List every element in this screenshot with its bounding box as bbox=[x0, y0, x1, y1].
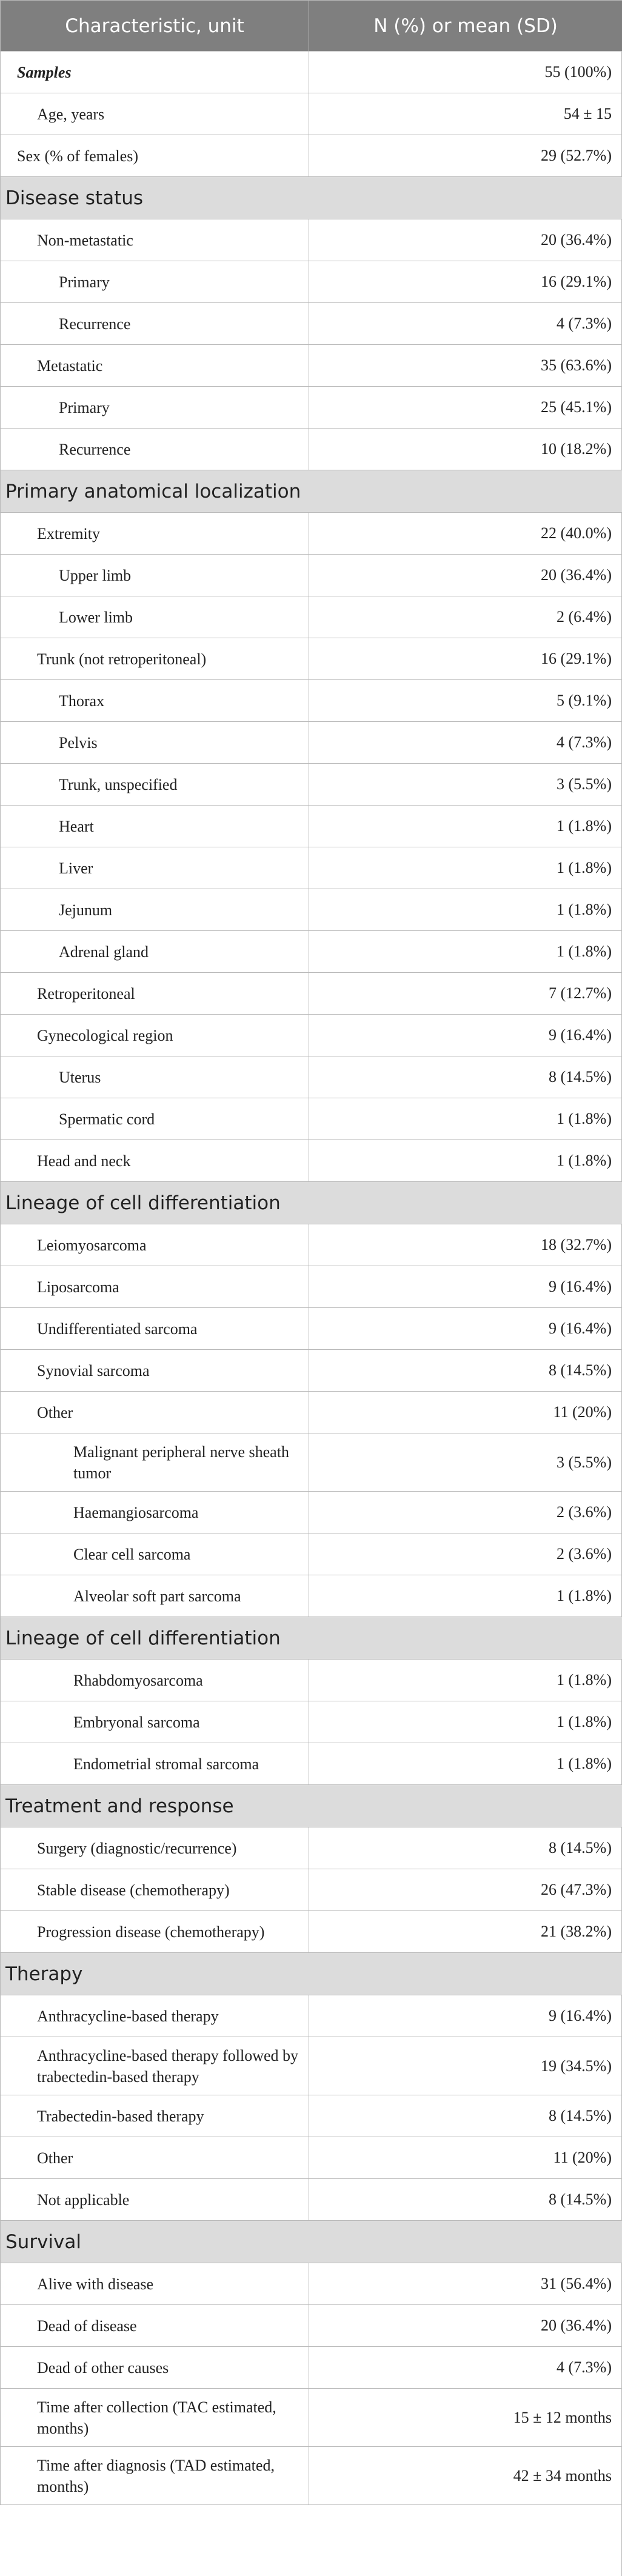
row-label-text: Primary bbox=[59, 273, 110, 291]
table-row bbox=[1, 513, 622, 555]
row-value: 21 (38.2%) bbox=[309, 1911, 622, 1953]
row-label bbox=[1, 889, 309, 931]
table-row bbox=[1, 2305, 622, 2347]
row-label-text: Pelvis bbox=[59, 733, 98, 752]
row-label-text: Metastatic bbox=[37, 356, 103, 375]
row-value: 1 (1.8%) bbox=[309, 806, 622, 847]
row-label bbox=[1, 429, 309, 470]
row-label-text: Liver bbox=[59, 859, 93, 877]
table-row bbox=[1, 219, 622, 261]
section-header-row bbox=[1, 1182, 622, 1224]
column-header-characteristic: Characteristic, unit bbox=[1, 1, 309, 52]
table-row bbox=[1, 806, 622, 847]
row-value: 8 (14.5%) bbox=[309, 2095, 622, 2137]
section-header-row bbox=[1, 1953, 622, 1995]
row-value: 3 (5.5%) bbox=[309, 1433, 622, 1492]
row-value: 2 (3.6%) bbox=[309, 1492, 622, 1533]
row-label-text: Clear cell sarcoma bbox=[73, 1545, 191, 1563]
row-label bbox=[1, 2179, 309, 2221]
table-row bbox=[1, 2447, 622, 2505]
table-row bbox=[1, 1701, 622, 1743]
row-label bbox=[1, 1350, 309, 1392]
table-row bbox=[1, 764, 622, 806]
row-label bbox=[1, 52, 309, 93]
row-label-text: Not applicable bbox=[37, 2191, 130, 2209]
row-value: 42 ± 34 months bbox=[309, 2447, 622, 2505]
row-label bbox=[1, 2095, 309, 2137]
table-row bbox=[1, 555, 622, 596]
row-value: 1 (1.8%) bbox=[309, 1701, 622, 1743]
row-value: 55 (100%) bbox=[309, 52, 622, 93]
table-row bbox=[1, 680, 622, 722]
row-label bbox=[1, 2037, 309, 2095]
row-value: 2 (3.6%) bbox=[309, 1533, 622, 1575]
row-label-text: Malignant peripheral nerve sheath tumor bbox=[73, 1443, 289, 1482]
table-row bbox=[1, 1995, 622, 2037]
row-value: 1 (1.8%) bbox=[309, 1098, 622, 1140]
row-label bbox=[1, 303, 309, 345]
row-label bbox=[1, 973, 309, 1015]
row-label-text: Thorax bbox=[59, 692, 105, 710]
row-value: 9 (16.4%) bbox=[309, 1995, 622, 2037]
table-row bbox=[1, 261, 622, 303]
row-label-text: Trunk, unspecified bbox=[59, 775, 178, 793]
table-row bbox=[1, 2389, 622, 2447]
row-label bbox=[1, 1015, 309, 1056]
row-label bbox=[1, 2263, 309, 2305]
section-header-row bbox=[1, 1785, 622, 1827]
row-label bbox=[1, 1869, 309, 1911]
row-value: 22 (40.0%) bbox=[309, 513, 622, 555]
row-label bbox=[1, 931, 309, 973]
column-header-value: N (%) or mean (SD) bbox=[309, 1, 622, 52]
row-value: 8 (14.5%) bbox=[309, 1056, 622, 1098]
row-label-text: Synovial sarcoma bbox=[37, 1361, 150, 1380]
row-label-text: Head and neck bbox=[37, 1152, 131, 1170]
table-row bbox=[1, 1098, 622, 1140]
row-label bbox=[1, 2305, 309, 2347]
section-title: Disease status bbox=[1, 177, 622, 219]
row-label bbox=[1, 1056, 309, 1098]
row-label-text: Dead of other causes bbox=[37, 2358, 169, 2377]
section-title: Survival bbox=[1, 2221, 622, 2263]
table-row bbox=[1, 1533, 622, 1575]
row-value: 35 (63.6%) bbox=[309, 345, 622, 387]
row-label-text: Endometrial stromal sarcoma bbox=[73, 1755, 259, 1773]
row-value: 4 (7.3%) bbox=[309, 303, 622, 345]
section-title: Primary anatomical localization bbox=[1, 470, 622, 513]
row-value: 1 (1.8%) bbox=[309, 931, 622, 973]
row-value: 8 (14.5%) bbox=[309, 1827, 622, 1869]
row-label bbox=[1, 764, 309, 806]
row-label-text: Primary bbox=[59, 398, 110, 416]
row-value: 8 (14.5%) bbox=[309, 2179, 622, 2221]
table-row bbox=[1, 2347, 622, 2389]
row-label bbox=[1, 1098, 309, 1140]
row-label bbox=[1, 2137, 309, 2179]
table-row bbox=[1, 638, 622, 680]
row-label-text: Other bbox=[37, 1403, 73, 1421]
row-value: 1 (1.8%) bbox=[309, 1743, 622, 1785]
row-label bbox=[1, 2447, 309, 2505]
row-label-text: Retroperitoneal bbox=[37, 984, 135, 1003]
table-row bbox=[1, 2137, 622, 2179]
table-row bbox=[1, 1308, 622, 1350]
row-label bbox=[1, 1392, 309, 1433]
row-value: 20 (36.4%) bbox=[309, 2305, 622, 2347]
row-value: 8 (14.5%) bbox=[309, 1350, 622, 1392]
section-title: Treatment and response bbox=[1, 1785, 622, 1827]
table-row bbox=[1, 345, 622, 387]
table-row bbox=[1, 1015, 622, 1056]
row-label-text: Recurrence bbox=[59, 440, 131, 458]
row-label bbox=[1, 596, 309, 638]
row-label-text: Adrenal gland bbox=[59, 943, 149, 961]
row-value: 18 (32.7%) bbox=[309, 1224, 622, 1266]
row-label bbox=[1, 847, 309, 889]
table-row bbox=[1, 303, 622, 345]
table-row bbox=[1, 722, 622, 764]
row-label bbox=[1, 1911, 309, 1953]
row-label-text: Haemangiosarcoma bbox=[73, 1503, 199, 1521]
table-row bbox=[1, 1140, 622, 1182]
table-row bbox=[1, 2095, 622, 2137]
row-value: 1 (1.8%) bbox=[309, 889, 622, 931]
row-label bbox=[1, 680, 309, 722]
row-label bbox=[1, 1492, 309, 1533]
table-row bbox=[1, 1743, 622, 1785]
row-value: 19 (34.5%) bbox=[309, 2037, 622, 2095]
table-row bbox=[1, 2179, 622, 2221]
row-label-text: Anthracycline-based therapy bbox=[37, 2007, 219, 2025]
section-header-row bbox=[1, 2221, 622, 2263]
row-label bbox=[1, 1140, 309, 1182]
row-label-text: Samples bbox=[17, 63, 72, 81]
row-label-text: Stable disease (chemotherapy) bbox=[37, 1881, 230, 1899]
row-value: 9 (16.4%) bbox=[309, 1266, 622, 1308]
table-row bbox=[1, 889, 622, 931]
row-value: 2 (6.4%) bbox=[309, 596, 622, 638]
row-label bbox=[1, 1266, 309, 1308]
row-label-text: Progression disease (chemotherapy) bbox=[37, 1923, 265, 1941]
row-value: 25 (45.1%) bbox=[309, 387, 622, 429]
table-row bbox=[1, 2263, 622, 2305]
row-value: 7 (12.7%) bbox=[309, 973, 622, 1015]
row-label-text: Sex (% of females) bbox=[17, 147, 138, 165]
row-label bbox=[1, 387, 309, 429]
table-row bbox=[1, 1224, 622, 1266]
table-row bbox=[1, 1056, 622, 1098]
table-row bbox=[1, 596, 622, 638]
row-value: 15 ± 12 months bbox=[309, 2389, 622, 2447]
row-label bbox=[1, 555, 309, 596]
table-row bbox=[1, 973, 622, 1015]
section-header-row bbox=[1, 177, 622, 219]
row-value: 1 (1.8%) bbox=[309, 847, 622, 889]
row-value: 31 (56.4%) bbox=[309, 2263, 622, 2305]
table-row bbox=[1, 93, 622, 135]
row-value: 10 (18.2%) bbox=[309, 429, 622, 470]
row-value: 1 (1.8%) bbox=[309, 1140, 622, 1182]
section-header-row bbox=[1, 470, 622, 513]
row-label-text: Extremity bbox=[37, 524, 100, 542]
table-row bbox=[1, 1392, 622, 1433]
row-value: 54 ± 15 bbox=[309, 93, 622, 135]
row-label-text: Undifferentiated sarcoma bbox=[37, 1320, 198, 1338]
table-row bbox=[1, 1350, 622, 1392]
row-value: 16 (29.1%) bbox=[309, 261, 622, 303]
row-label-text: Heart bbox=[59, 817, 94, 835]
table-row bbox=[1, 135, 622, 177]
row-label bbox=[1, 345, 309, 387]
table-row bbox=[1, 387, 622, 429]
row-label-text: Time after diagnosis (TAD estimated, months) bbox=[37, 2456, 275, 2495]
row-label bbox=[1, 261, 309, 303]
table-row bbox=[1, 1911, 622, 1953]
row-label-text: Alive with disease bbox=[37, 2275, 154, 2293]
section-title: Lineage of cell differentiation bbox=[1, 1182, 622, 1224]
row-label-text: Spermatic cord bbox=[59, 1110, 155, 1128]
table-row bbox=[1, 1827, 622, 1869]
table-row bbox=[1, 931, 622, 973]
row-label bbox=[1, 1827, 309, 1869]
table-row bbox=[1, 2037, 622, 2095]
table-body bbox=[1, 52, 622, 2505]
table-row bbox=[1, 429, 622, 470]
table-row bbox=[1, 847, 622, 889]
row-label-text: Embryonal sarcoma bbox=[73, 1713, 200, 1731]
row-label-text: Rhabdomyosarcoma bbox=[73, 1671, 203, 1689]
row-label-text: Recurrence bbox=[59, 315, 131, 333]
row-label-text: Lower limb bbox=[59, 608, 133, 626]
table-row bbox=[1, 1575, 622, 1617]
row-label-text: Trabectedin-based therapy bbox=[37, 2107, 204, 2125]
row-label bbox=[1, 135, 309, 177]
section-header-row bbox=[1, 1617, 622, 1660]
row-value: 5 (9.1%) bbox=[309, 680, 622, 722]
row-label-text: Time after collection (TAC estimated, months) bbox=[37, 2398, 276, 2437]
row-label bbox=[1, 219, 309, 261]
row-label bbox=[1, 1575, 309, 1617]
row-label-text: Gynecological region bbox=[37, 1026, 173, 1044]
row-label bbox=[1, 1433, 309, 1492]
section-title: Therapy bbox=[1, 1953, 622, 1995]
row-label-text: Dead of disease bbox=[37, 2317, 137, 2335]
row-label-text: Jejunum bbox=[59, 901, 113, 919]
table-row bbox=[1, 1266, 622, 1308]
table-row bbox=[1, 1492, 622, 1533]
row-label-text: Liposarcoma bbox=[37, 1278, 119, 1296]
row-label-text: Anthracycline-based therapy followed by trabectedin-based therapy bbox=[37, 2046, 299, 2086]
row-value: 4 (7.3%) bbox=[309, 2347, 622, 2389]
row-label bbox=[1, 513, 309, 555]
row-value: 1 (1.8%) bbox=[309, 1660, 622, 1701]
table-header-row bbox=[1, 1, 622, 52]
row-value: 29 (52.7%) bbox=[309, 135, 622, 177]
row-label bbox=[1, 1308, 309, 1350]
row-label bbox=[1, 1660, 309, 1701]
row-label-text: Alveolar soft part sarcoma bbox=[73, 1587, 241, 1605]
row-value: 9 (16.4%) bbox=[309, 1308, 622, 1350]
row-value: 11 (20%) bbox=[309, 1392, 622, 1433]
table-row bbox=[1, 1433, 622, 1492]
row-label bbox=[1, 2347, 309, 2389]
row-label-text: Leiomyosarcoma bbox=[37, 1236, 147, 1254]
table-row bbox=[1, 52, 622, 93]
row-label-text: Non-metastatic bbox=[37, 231, 133, 249]
row-value: 9 (16.4%) bbox=[309, 1015, 622, 1056]
table-row bbox=[1, 1660, 622, 1701]
row-value: 16 (29.1%) bbox=[309, 638, 622, 680]
row-label bbox=[1, 806, 309, 847]
row-label bbox=[1, 1533, 309, 1575]
row-value: 20 (36.4%) bbox=[309, 555, 622, 596]
row-label-text: Upper limb bbox=[59, 566, 132, 584]
row-label-text: Trunk (not retroperitoneal) bbox=[37, 650, 207, 668]
row-label-text: Other bbox=[37, 2149, 73, 2167]
row-label-text: Uterus bbox=[59, 1068, 101, 1086]
section-title: Lineage of cell differentiation bbox=[1, 1617, 622, 1660]
row-label bbox=[1, 638, 309, 680]
row-label-text: Age, years bbox=[37, 105, 105, 123]
row-value: 3 (5.5%) bbox=[309, 764, 622, 806]
table-row bbox=[1, 1869, 622, 1911]
row-label bbox=[1, 2389, 309, 2447]
row-label bbox=[1, 1224, 309, 1266]
row-label bbox=[1, 722, 309, 764]
row-value: 4 (7.3%) bbox=[309, 722, 622, 764]
row-value: 26 (47.3%) bbox=[309, 1869, 622, 1911]
row-label-text: Surgery (diagnostic/recurrence) bbox=[37, 1839, 237, 1857]
row-value: 20 (36.4%) bbox=[309, 219, 622, 261]
row-label bbox=[1, 93, 309, 135]
row-value: 11 (20%) bbox=[309, 2137, 622, 2179]
row-value: 1 (1.8%) bbox=[309, 1575, 622, 1617]
row-label bbox=[1, 1995, 309, 2037]
row-label bbox=[1, 1701, 309, 1743]
row-label bbox=[1, 1743, 309, 1785]
